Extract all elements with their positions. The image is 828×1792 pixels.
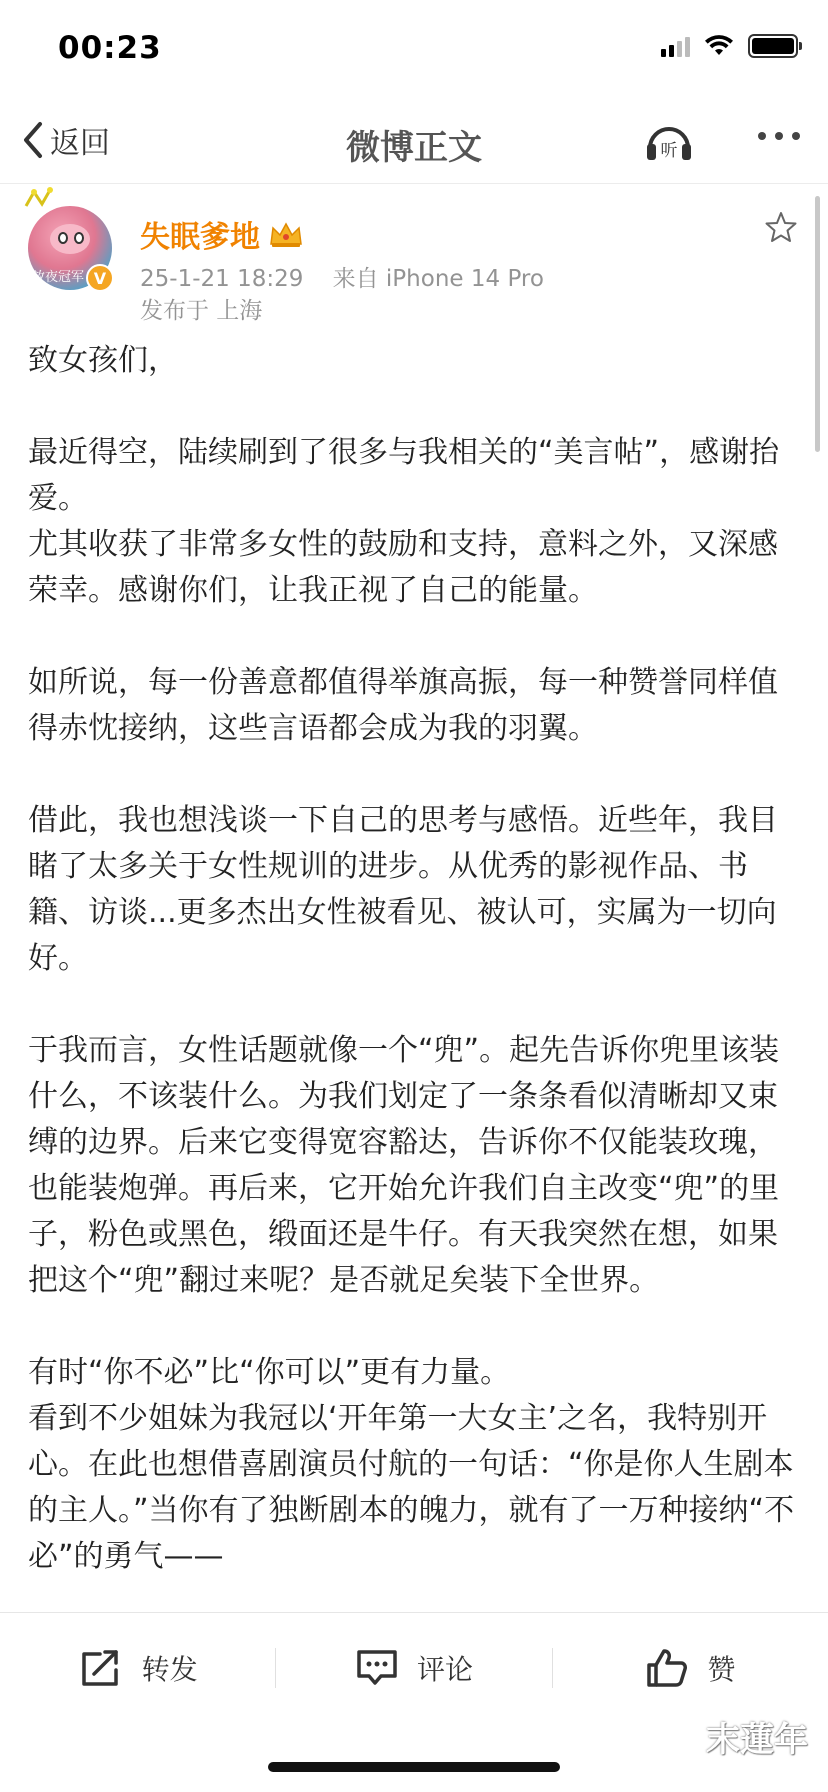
star-icon (764, 210, 798, 244)
post-paragraph (28, 982, 798, 1028)
repost-button[interactable] (0, 1613, 275, 1722)
scrollbar-thumb[interactable] (815, 196, 820, 452)
status-time: 00:23 (58, 30, 162, 66)
avatar-text: 放夜冠军 (32, 270, 85, 285)
status-icons (661, 34, 798, 58)
sparkle-decoration-icon (22, 186, 56, 212)
post-paragraph (28, 384, 798, 430)
post-source: 来自 iPhone 14 Pro (332, 266, 544, 292)
avatar-eye (58, 232, 68, 244)
action-bar (0, 1612, 828, 1722)
post-paragraph: 尤其收获了非常多女性的鼓励和支持，意料之外，又深感荣幸。感谢你们，让我正视了自己的能量。 (28, 527, 778, 608)
watermark: 末蓮年 (706, 1720, 808, 1760)
more-dot-icon (792, 132, 800, 140)
author-name[interactable]: 失眠爹地 (140, 220, 260, 255)
nav-bar (0, 100, 828, 184)
battery-icon (748, 34, 798, 58)
post-paragraph: 看到不少姐妹为我冠以‘开年第一大女主’之名，我特别开心。在此也想借喜剧演员付航的一句话：“你是你人生剧本的主人。”当你有了独断剧本的魄力，就有了一万种接纳“不必”的勇气—— (28, 1401, 795, 1574)
more-dot-icon (758, 132, 766, 140)
post-paragraph (28, 1304, 798, 1350)
home-indicator[interactable] (268, 1762, 560, 1772)
post-body (28, 338, 798, 1580)
post-paragraph: 致女孩们， (28, 343, 178, 378)
avatar-eye (74, 232, 84, 244)
verified-badge: V (86, 264, 114, 292)
author-row (140, 212, 304, 256)
post-paragraph (28, 614, 798, 660)
comment-button[interactable] (276, 1613, 551, 1722)
back-label: 返回 (50, 126, 110, 161)
wifi-icon (704, 35, 734, 57)
comment-label: 评论 (416, 1652, 473, 1686)
post-meta (140, 260, 544, 293)
status-bar (0, 0, 828, 100)
avatar-face (50, 224, 90, 254)
favorite-button[interactable] (764, 210, 798, 248)
page-title: 微博正文 (346, 128, 482, 168)
post-paragraph: 于我而言，女性话题就像一个“兜”。起先告诉你兜里该装什么，不该装什么。为我们划定了一条条看似清晰却又束缚的边界。后来它变得宽容豁达，告诉你不仅能装玫瑰，也能装炮弹。再后来，它开始允许我们自主改变“兜”的里子，粉色或黑色，缎面还是牛仔。有天我突然在想，如果把这个“兜”翻过来呢？是否就足矣装下全世界。 (28, 1033, 780, 1298)
more-dot-icon (775, 132, 783, 140)
listen-label: 听 (660, 141, 678, 161)
post-paragraph: 如所说，每一份善意都值得举旗高振，每一种赞誉同样值得赤忱接纳，这些言语都会成为我的羽翼。 (28, 665, 778, 746)
post-paragraph (28, 752, 798, 798)
post-datetime: 25-1-21 18:29 (140, 266, 304, 292)
post-paragraph: 最近得空，陆续刷到了很多与我相关的“美言帖”，感谢抬爱。 (28, 435, 780, 516)
more-options-button[interactable] (758, 132, 800, 140)
crown-icon (268, 220, 304, 248)
cellular-signal-icon (661, 35, 690, 57)
like-button[interactable] (553, 1613, 828, 1722)
thumbs-up-icon (645, 1647, 689, 1689)
post-header (0, 186, 828, 326)
share-icon (78, 1648, 124, 1688)
post-location: 发布于 上海 (140, 298, 263, 324)
headphones-icon (644, 118, 694, 162)
like-label: 赞 (707, 1652, 736, 1686)
post-paragraph: 借此，我也想浅谈一下自己的思考与感悟。近些年，我目睹了太多关于女性规训的进步。从优秀的影视作品、书籍、访谈...更多杰出女性被看见、被认可，实属为一切向好。 (28, 803, 778, 976)
post-paragraph: 有时“你不必”比“你可以”更有力量。 (28, 1355, 511, 1390)
repost-label: 转发 (141, 1652, 198, 1686)
comment-icon (355, 1648, 399, 1688)
listen-button[interactable] (644, 118, 694, 166)
